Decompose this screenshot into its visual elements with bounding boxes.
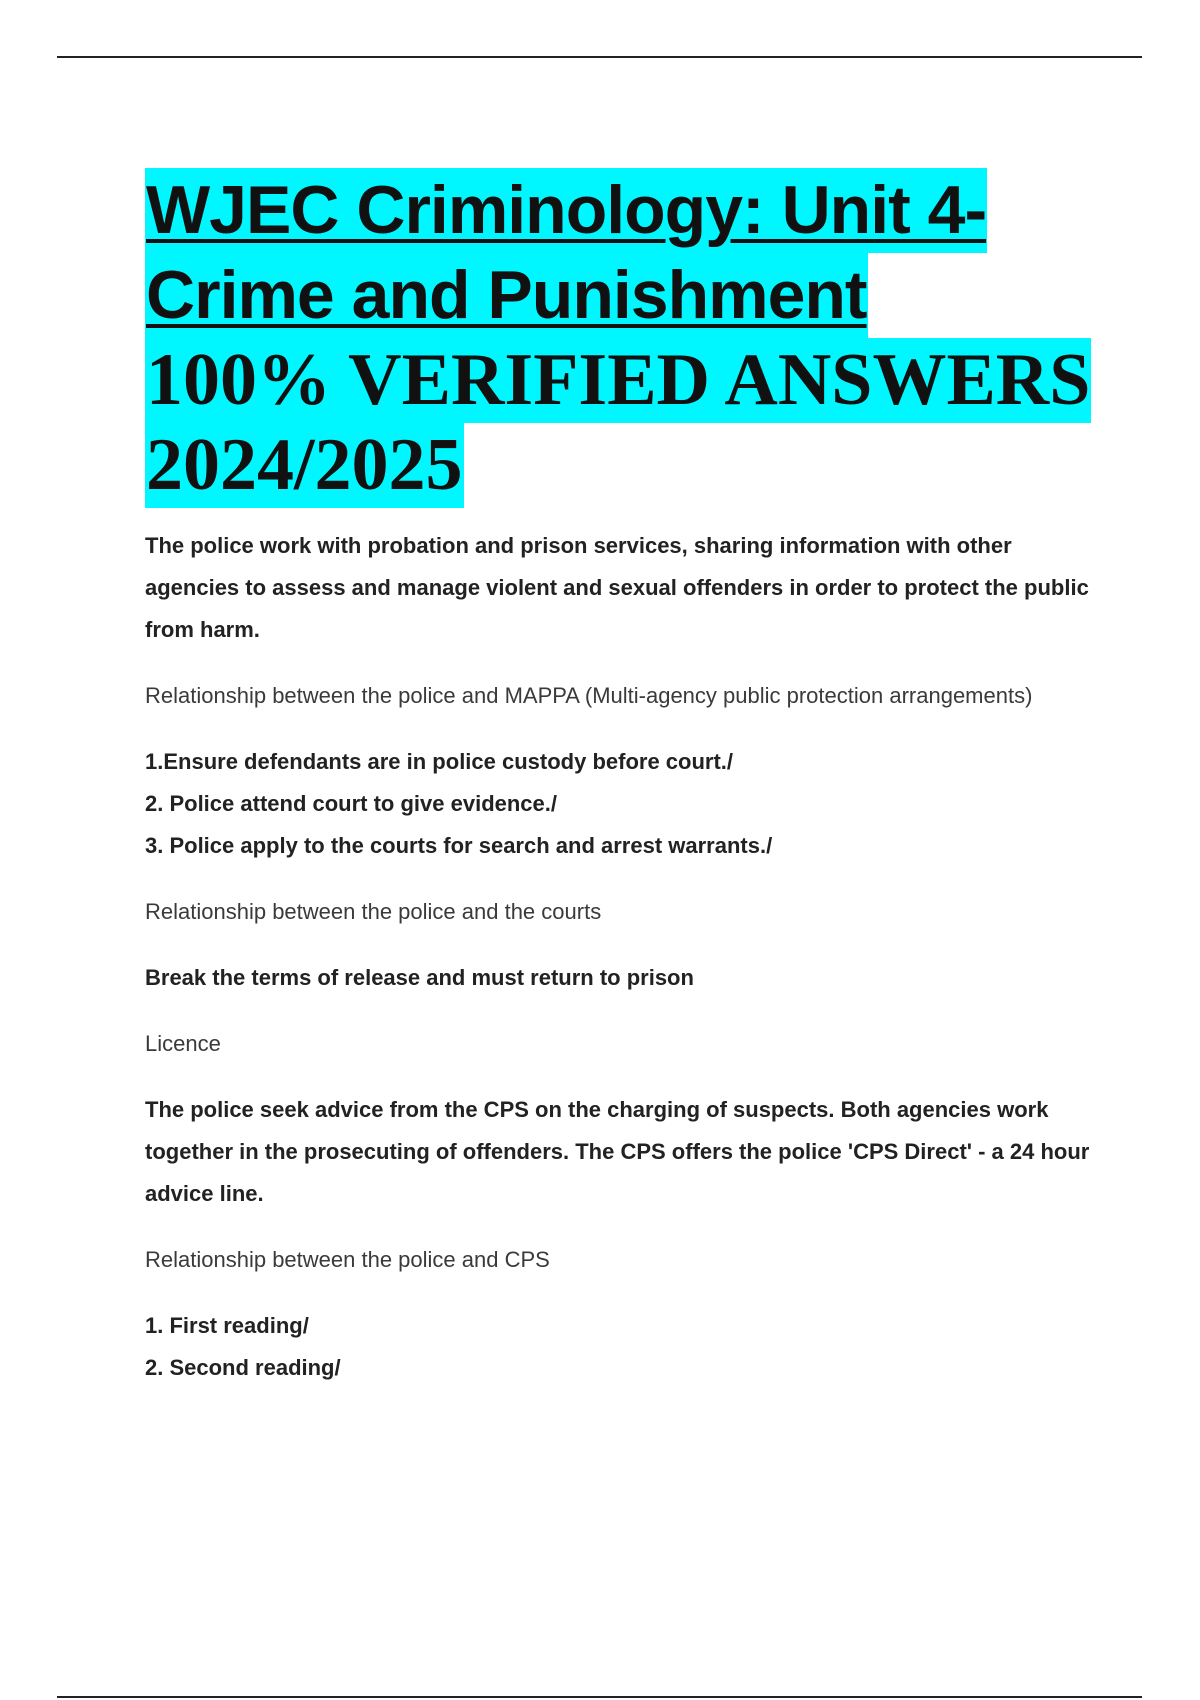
card-5-term-line-2: 2. Second reading/ xyxy=(145,1355,341,1380)
card-2-term-line-1: 1.Ensure defendants are in police custody before court./ xyxy=(145,749,734,774)
title-line-3: 100% VERIFIED ANSWERS xyxy=(146,339,1091,421)
bottom-rule xyxy=(57,1696,1142,1698)
card-4-term: The police seek advice from the CPS on the charging of suspects. Both agencies work together in the prosecuting of offenders. The CPS offers the police 'CPS Direct' - a 24 hour advice line. xyxy=(145,1097,1090,1206)
card-1-term: The police work with probation and prison services, sharing information with other agencies to assess and manage violent and sexual offenders in order to protect the public from harm. xyxy=(145,533,1089,642)
document-title xyxy=(145,168,1145,508)
card-2-definition: Relationship between the police and the courts xyxy=(145,899,602,924)
title-line-2: Crime and Punishment xyxy=(145,253,868,338)
card-3-definition: Licence xyxy=(145,1031,221,1056)
top-rule xyxy=(57,56,1142,58)
card-2-term-line-2: 2. Police attend court to give evidence./ xyxy=(145,791,558,816)
card-2-term-line-3: 3. Police apply to the courts for search and arrest warrants./ xyxy=(145,833,773,858)
title-line-1: WJEC Criminology: Unit 4- xyxy=(145,168,987,253)
card-4-definition: Relationship between the police and CPS xyxy=(145,1247,550,1272)
card-1-definition: Relationship between the police and MAPPA (Multi-agency public protection arrangements) xyxy=(145,683,1033,708)
card-5-term-line-1: 1. First reading/ xyxy=(145,1313,309,1338)
flashcard-list xyxy=(145,525,1095,1389)
card-3-term: Break the terms of release and must return to prison xyxy=(145,965,694,990)
title-line-4: 2024/2025 xyxy=(146,424,463,506)
